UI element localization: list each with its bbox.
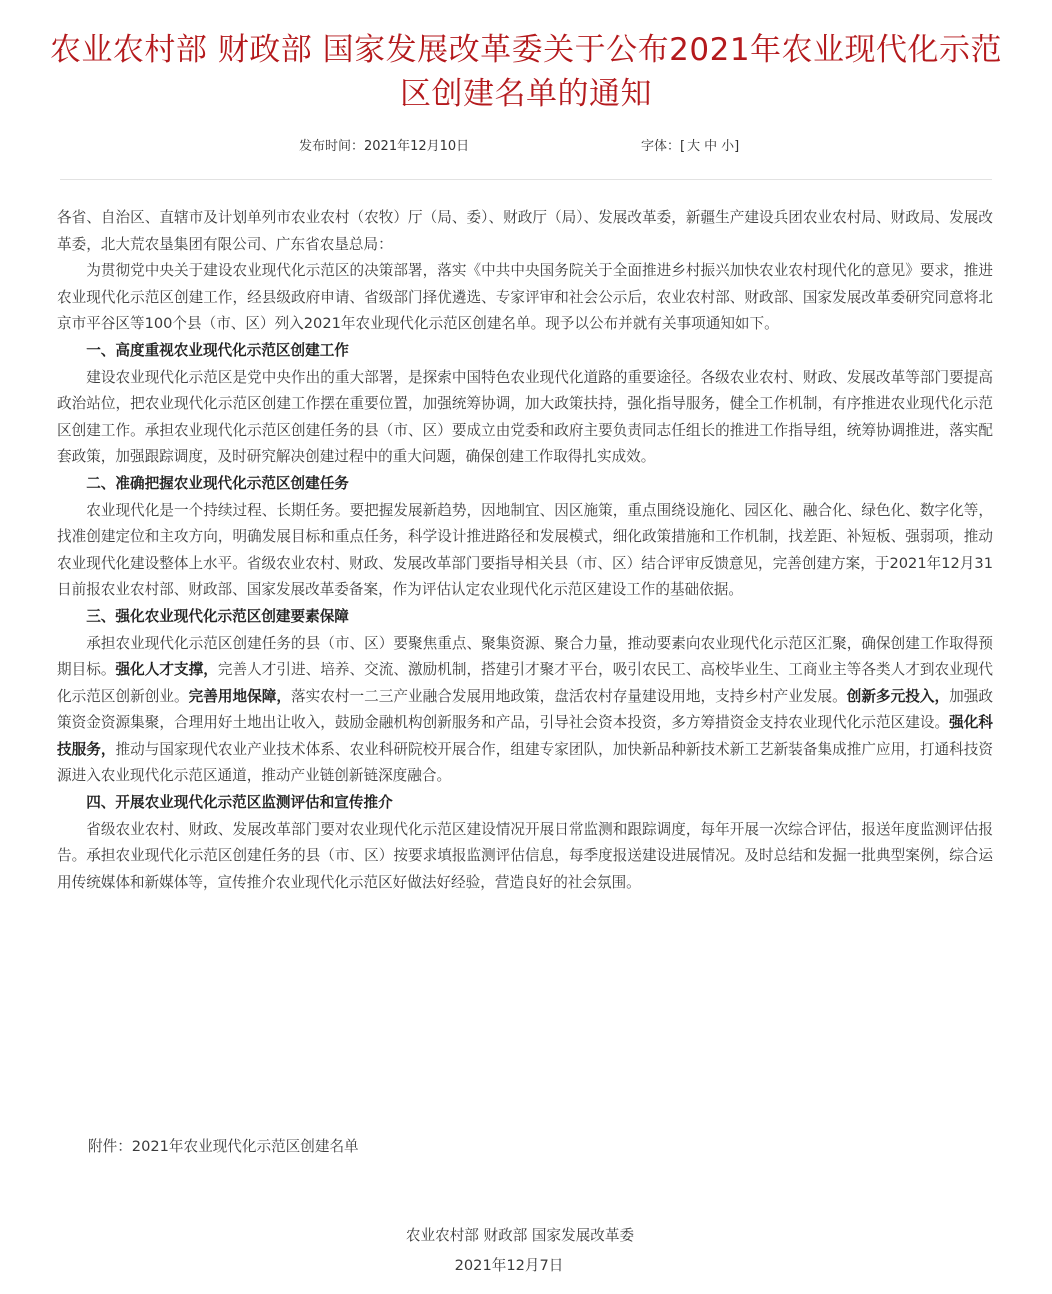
font-bracket-open: [ [680, 139, 686, 154]
section-heading-4: 四、开展农业现代化示范区监测评估和宣传推介 [86, 794, 393, 812]
divider [60, 179, 992, 180]
publish-date: 2021年12月10日 [364, 139, 470, 154]
talent-support-text: 完善人才引进、培养、交流、激励机制，搭建引才聚才平台，吸引农民工、高校毕业生、工商业主等各类人才到农业现代化示范区创新创业。 [57, 661, 993, 705]
land-support-label: 完善用地保障， [188, 687, 291, 705]
investment-text: 加强政策资金资源集聚，合理用好土地出让收入，鼓励金融机构创新服务和产品，引导社会资本投资，多方筹措资金支持农业现代化示范区建设。 [57, 687, 993, 732]
addressee: 各省、自治区、直辖市及计划单列市农业农村（农牧）厅（局、委）、财政厅（局）、发展改革委，新疆生产建设兵团农业农村局、财政局、发展改革委，北大荒农垦集团有限公司、广东省农垦总局： [57, 209, 993, 253]
publish-label: 发布时间： [299, 139, 365, 154]
page-title: 农业农村部 财政部 国家发展改革委关于公布2021年农业现代化示范区创建名单的通知 [49, 32, 1003, 112]
paragraph-3-intro: 承担农业现代化示范区创建任务的县（市、区）要聚焦重点、聚集资源、聚合力量，推动要素向农业现代化示范区汇聚，确保创建工作取得预期目标。 [57, 634, 993, 679]
section-paragraph-4: 省级农业农村、财政、发展改革部门要对农业现代化示范区建设情况开展日常监测和跟踪调度，每年开展一次综合评估，报送年度监测评估报告。承担农业现代化示范区创建任务的县（市、区）按要求填报监测评估信息，每季度报送建设进展情况。及时总结和发掘一批典型案例，综合运用传统媒体和新媒体等，宣传推介农业现代化示范区好做法好经验，营造良好的社会氛围。 [57, 820, 993, 891]
signing-departments: 农业农村部 财政部 国家发展改革委 [405, 1227, 635, 1244]
font-label: 字体： [641, 139, 681, 154]
section-heading-2: 二、准确把握农业现代化示范区创建任务 [86, 474, 349, 492]
talent-support-label: 强化人才支撑， [115, 661, 218, 679]
font-bracket-close: ] [734, 139, 740, 154]
section-heading-3: 三、强化农业现代化示范区创建要素保障 [86, 607, 349, 625]
section-paragraph-2: 农业现代化是一个持续过程、长期任务。要把握发展新趋势，因地制宜、因区施策，重点围绕设施化、园区化、融合化、绿色化、数字化等，找准创建定位和主攻方向，明确发展目标和重点任务，科学设计推进路径和发展模式，细化政策措施和工作机制，找差距、补短板、强弱项，推动农业现代化建设整体上水平。省级农业农村、财政、发展改革部门要指导相关县（市、区）结合评审反馈意见，完善创建方案，于2021年12月31日前报农业农村部、财政部、国家发展改革委备案，作为评估认定农业现代化示范区建设工作的基础依据。 [57, 501, 993, 599]
tech-service-label: 强化科技服务， [57, 714, 993, 758]
signing-date: 2021年12月7日 [454, 1257, 564, 1274]
font-large-button[interactable]: 大 [687, 139, 701, 154]
intro-paragraph: 为贯彻党中央关于建设农业现代化示范区的决策部署，落实《中共中央国务院关于全面推进乡村振兴加快农业农村现代化的意见》要求，推进农业现代化示范区创建工作，经县级政府申请、省级部门择优遴选、专家评审和社会公示后，农业农村部、财政部、国家发展改革委研究同意将北京市平谷区等100个县（市、区）列入2021年农业现代化示范区创建名单。现予以公布并就有关事项通知如下。 [57, 262, 993, 333]
section-paragraph-1: 建设农业现代化示范区是党中央作出的重大部署，是探索中国特色农业现代化道路的重要途径。各级农业农村、财政、发展改革等部门要提高政治站位，把农业现代化示范区创建工作摆在重要位置，加强统筹协调，加大政策扶持，强化指导服务，健全工作机制，有序推进农业现代化示范区创建工作。承担农业现代化示范区创建任务的县（市、区）要成立由党委和政府主要负责同志任组长的推进工作指导组，统筹协调推进，落实配套政策，加强跟踪调度，及时研究解决创建过程中的重大问题，确保创建工作取得扎实成效。 [57, 368, 993, 466]
investment-label: 创新多元投入， [846, 687, 950, 705]
tech-service-text: 推动与国家现代农业产业技术体系、农业科研院校开展合作，组建专家团队，加快新品种新技术新工艺新装备集成推广应用，打通科技资源进入农业现代化示范区通道，推动产业链创新链深度融合。 [57, 740, 993, 785]
section-paragraph-3 [57, 631, 993, 791]
article-meta [0, 135, 1052, 155]
section-heading-1: 一、高度重视农业现代化示范区创建工作 [86, 341, 349, 359]
font-small-button[interactable]: 小 [721, 139, 735, 154]
attachment-link[interactable]: 附件：2021年农业现代化示范区创建名单 [88, 1138, 359, 1155]
font-medium-button[interactable]: 中 [704, 139, 718, 154]
font-size-switcher [641, 135, 739, 154]
article-body [57, 205, 993, 896]
publish-info [299, 135, 469, 154]
land-support-text: 落实农村一二三产业融合发展用地政策，盘活农村存量建设用地，支持乡村产业发展。 [291, 687, 847, 705]
